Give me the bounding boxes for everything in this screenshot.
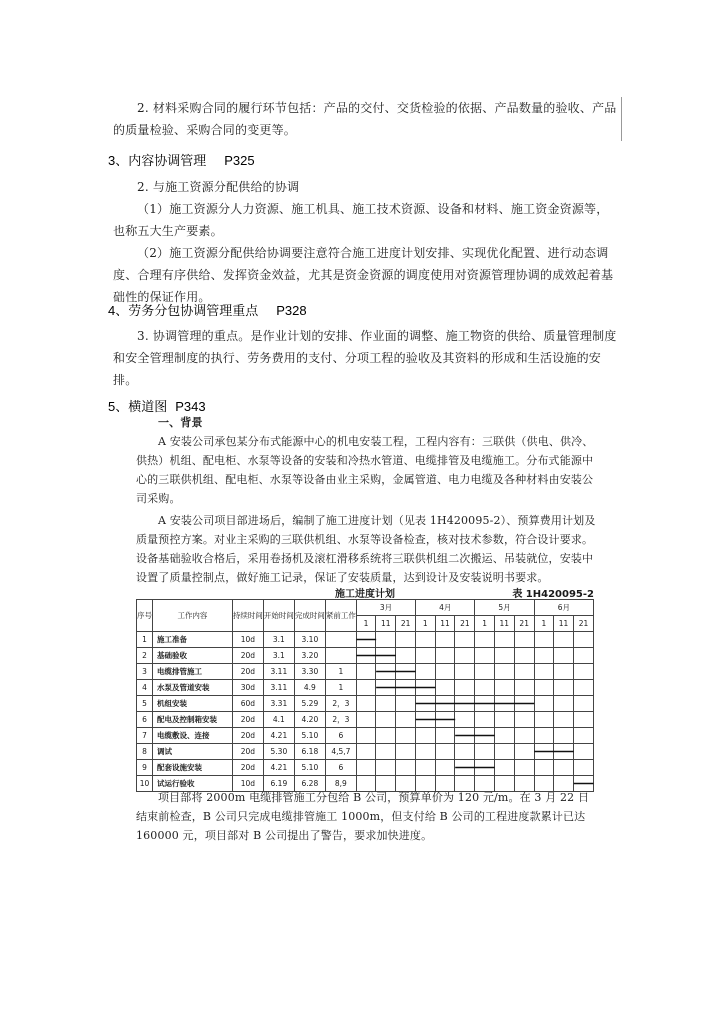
gantt-row bbox=[137, 680, 594, 696]
timeline-cell bbox=[455, 712, 475, 728]
timeline-cell bbox=[435, 744, 455, 760]
timeline-cell bbox=[475, 632, 494, 648]
timeline-cell bbox=[534, 664, 553, 680]
timeline-cell bbox=[573, 712, 593, 728]
timeline-cell bbox=[435, 648, 455, 664]
timeline-cell bbox=[494, 648, 514, 664]
timeline-cell bbox=[416, 712, 435, 728]
row-predecessor: 8,9 bbox=[325, 776, 356, 792]
labor-coordination-paragraph: 3. 协调管理的重点。是作业计划的安排、作业面的调整、施工物资的供给、质量管理制度和安全管理制度的执行、劳务费用的支付、分项工程的验收及其资料的形成和生活设施的安排。 bbox=[113, 329, 617, 387]
row-start: 6.19 bbox=[263, 776, 294, 792]
timeline-cell bbox=[396, 632, 416, 648]
resource-coordination-item-2: （2）施工资源分配供给协调要注意符合施工进度计划安排、实现优化配置、进行动态调度、合理有序供给、发挥资金效益，尤其是资金资源的调度使用对资源管理协调的成效起着基础性的保证作用。 bbox=[113, 246, 614, 304]
gantt-header bbox=[137, 600, 594, 632]
gantt-row bbox=[137, 712, 594, 728]
timeline-cell bbox=[455, 744, 475, 760]
timeline-cell bbox=[455, 728, 475, 744]
timeline-cell bbox=[554, 712, 574, 728]
timeline-cell bbox=[573, 648, 593, 664]
timeline-cell bbox=[396, 664, 416, 680]
gantt-row bbox=[137, 760, 594, 776]
row-start: 4.21 bbox=[263, 760, 294, 776]
timeline-cell bbox=[455, 680, 475, 696]
row-number: 6 bbox=[137, 712, 153, 728]
timeline-cell bbox=[376, 648, 396, 664]
timeline-cell bbox=[494, 664, 514, 680]
timeline-cell bbox=[534, 744, 553, 760]
row-task: 水泵及管道安装 bbox=[153, 680, 233, 696]
row-finish: 3.30 bbox=[294, 664, 325, 680]
row-finish: 5.10 bbox=[294, 760, 325, 776]
timeline-cell bbox=[534, 760, 553, 776]
timeline-cell bbox=[396, 744, 416, 760]
header-day: 21 bbox=[455, 616, 475, 632]
row-start: 5.30 bbox=[263, 744, 294, 760]
timeline-cell bbox=[376, 696, 396, 712]
header-day: 1 bbox=[475, 616, 494, 632]
timeline-cell bbox=[514, 632, 534, 648]
header-day: 21 bbox=[396, 616, 416, 632]
row-predecessor: 4,5,7 bbox=[325, 744, 356, 760]
section-3-heading bbox=[108, 150, 255, 169]
row-start: 3.31 bbox=[263, 696, 294, 712]
timeline-cell bbox=[534, 712, 553, 728]
header-day: 1 bbox=[416, 616, 435, 632]
resource-coordination-block bbox=[113, 176, 618, 308]
header-start: 开始时间 bbox=[263, 600, 294, 632]
section-4-heading bbox=[108, 300, 307, 319]
header-task: 工作内容 bbox=[153, 600, 233, 632]
header-month: 5月 bbox=[475, 600, 534, 616]
gantt-row bbox=[137, 632, 594, 648]
timeline-cell bbox=[356, 696, 375, 712]
timeline-cell bbox=[514, 648, 534, 664]
row-number: 4 bbox=[137, 680, 153, 696]
row-finish: 5.29 bbox=[294, 696, 325, 712]
timeline-cell bbox=[475, 696, 494, 712]
row-task: 基础验收 bbox=[153, 648, 233, 664]
row-number: 7 bbox=[137, 728, 153, 744]
row-task: 试运行验收 bbox=[153, 776, 233, 792]
timeline-cell bbox=[554, 728, 574, 744]
background-paragraph-2: A 安装公司项目部进场后，编制了施工进度计划（见表 1H420095-2）、预算费用计划及质量预控方案。对业主采购的三联供机组、水泵等设备检查，核对技术参数，符合设计要求。设备基础验收合格后，采用卷扬机及滚杠滑移系统将三联供机组二次搬运、吊装就位，安装中设置了质量控制点，做好施工记录，保证了安装质量，达到设计及安装说明书要求。 bbox=[136, 514, 596, 584]
timeline-cell bbox=[356, 744, 375, 760]
row-duration: 20d bbox=[232, 728, 263, 744]
timeline-cell bbox=[396, 728, 416, 744]
timeline-cell bbox=[475, 728, 494, 744]
header-day: 11 bbox=[494, 616, 514, 632]
row-duration: 20d bbox=[232, 712, 263, 728]
section-5-title: 5、横道图 bbox=[108, 399, 168, 414]
timeline-cell bbox=[475, 664, 494, 680]
row-number: 8 bbox=[137, 744, 153, 760]
gantt-row bbox=[137, 648, 594, 664]
timeline-cell bbox=[376, 744, 396, 760]
timeline-cell bbox=[376, 712, 396, 728]
row-start: 3.11 bbox=[263, 680, 294, 696]
row-task: 配套设施安装 bbox=[153, 760, 233, 776]
timeline-cell bbox=[554, 760, 574, 776]
timeline-cell bbox=[376, 728, 396, 744]
row-task: 配电及控制箱安装 bbox=[153, 712, 233, 728]
timeline-cell bbox=[494, 712, 514, 728]
timeline-cell bbox=[554, 664, 574, 680]
gantt-row bbox=[137, 728, 594, 744]
row-finish: 4.9 bbox=[294, 680, 325, 696]
timeline-cell bbox=[416, 728, 435, 744]
material-contract-paragraph: 2. 材料采购合同的履行环节包括：产品的交付、交货检验的依据、产品数量的验收、产品的质量检验、采购合同的变更等。 bbox=[113, 97, 622, 141]
timeline-cell bbox=[494, 744, 514, 760]
row-finish: 3.10 bbox=[294, 632, 325, 648]
timeline-cell bbox=[416, 744, 435, 760]
header-month: 3月 bbox=[356, 600, 415, 616]
resource-coordination-item-1: （1）施工资源分人力资源、施工机具、施工技术资源、设备和材料、施工资金资源等，也称五大生产要素。 bbox=[113, 202, 609, 238]
row-duration: 20d bbox=[232, 744, 263, 760]
row-task: 电缆敷设、连接 bbox=[153, 728, 233, 744]
row-number: 5 bbox=[137, 696, 153, 712]
timeline-cell bbox=[435, 632, 455, 648]
subcontract-paragraph: 项目部将 2000m 电缆排管施工分包给 B 公司，预算单价为 120 元/m。在 3 月 22 日结束前检查，B 公司只完成电缆排管施工 1000m，但支付给 B 公司的工程进度款累计已达 160000 元，项目部对 B 公司提出了警告，要求加快进度。 bbox=[136, 791, 590, 842]
header-predecessor: 紧前工作 bbox=[325, 600, 356, 632]
row-number: 1 bbox=[137, 632, 153, 648]
row-predecessor: 1 bbox=[325, 664, 356, 680]
row-start: 3.1 bbox=[263, 632, 294, 648]
section-3-title: 3、内容协调管理 bbox=[108, 153, 207, 168]
timeline-cell bbox=[494, 696, 514, 712]
timeline-cell bbox=[356, 632, 375, 648]
row-finish: 6.28 bbox=[294, 776, 325, 792]
row-start: 4.1 bbox=[263, 712, 294, 728]
timeline-cell bbox=[514, 712, 534, 728]
row-finish: 4.20 bbox=[294, 712, 325, 728]
timeline-cell bbox=[554, 680, 574, 696]
timeline-cell bbox=[396, 648, 416, 664]
timeline-cell bbox=[455, 632, 475, 648]
section-4-page-ref: P328 bbox=[276, 303, 307, 318]
row-task: 调试 bbox=[153, 744, 233, 760]
timeline-cell bbox=[356, 664, 375, 680]
header-day: 21 bbox=[514, 616, 534, 632]
row-duration: 20d bbox=[232, 664, 263, 680]
row-predecessor bbox=[325, 648, 356, 664]
header-day: 11 bbox=[554, 616, 574, 632]
timeline-cell bbox=[435, 712, 455, 728]
resource-coordination-title: 2. 与施工资源分配供给的协调 bbox=[137, 180, 300, 194]
row-start: 3.11 bbox=[263, 664, 294, 680]
section-3-page-ref: P325 bbox=[224, 153, 255, 168]
timeline-cell bbox=[494, 728, 514, 744]
timeline-cell bbox=[416, 664, 435, 680]
row-finish: 6.18 bbox=[294, 744, 325, 760]
case-background-block bbox=[136, 413, 596, 587]
timeline-cell bbox=[435, 760, 455, 776]
row-duration: 30d bbox=[232, 680, 263, 696]
timeline-cell bbox=[396, 696, 416, 712]
timeline-cell bbox=[573, 760, 593, 776]
timeline-cell bbox=[475, 648, 494, 664]
timeline-cell bbox=[494, 760, 514, 776]
header-day: 11 bbox=[376, 616, 396, 632]
row-number: 3 bbox=[137, 664, 153, 680]
timeline-cell bbox=[416, 760, 435, 776]
timeline-cell bbox=[573, 744, 593, 760]
header-day: 11 bbox=[435, 616, 455, 632]
header-day: 1 bbox=[534, 616, 553, 632]
timeline-cell bbox=[554, 648, 574, 664]
timeline-cell bbox=[416, 632, 435, 648]
timeline-cell bbox=[396, 680, 416, 696]
timeline-cell bbox=[534, 696, 553, 712]
header-finish: 完成时间 bbox=[294, 600, 325, 632]
timeline-cell bbox=[514, 696, 534, 712]
timeline-cell bbox=[376, 680, 396, 696]
header-month: 4月 bbox=[416, 600, 475, 616]
row-predecessor bbox=[325, 632, 356, 648]
timeline-cell bbox=[514, 728, 534, 744]
timeline-cell bbox=[554, 632, 574, 648]
timeline-cell bbox=[396, 760, 416, 776]
background-paragraph-1: A 安装公司承包某分布式能源中心的机电安装工程，工程内容有：三联供（供电、供冷、供热）机组、配电柜、水泵等设备的安装和冷热水管道、电缆排管及电缆施工。分布式能源中心的三联供机组、配电柜、水泵等设备由业主采购，金属管道、电力电缆及各种材料由安装公司采购。 bbox=[136, 435, 594, 505]
row-predecessor: 6 bbox=[325, 728, 356, 744]
timeline-cell bbox=[356, 712, 375, 728]
timeline-cell bbox=[534, 728, 553, 744]
background-heading: 一、背景 bbox=[158, 416, 203, 429]
timeline-cell bbox=[514, 744, 534, 760]
gantt-row bbox=[137, 664, 594, 680]
gantt-table-id: 表 1H420095-2 bbox=[512, 589, 594, 600]
row-number: 10 bbox=[137, 776, 153, 792]
timeline-cell bbox=[573, 696, 593, 712]
header-month: 6月 bbox=[534, 600, 593, 616]
timeline-cell bbox=[416, 680, 435, 696]
timeline-cell bbox=[534, 632, 553, 648]
timeline-cell bbox=[435, 696, 455, 712]
timeline-cell bbox=[514, 664, 534, 680]
timeline-cell bbox=[376, 760, 396, 776]
header-day: 1 bbox=[356, 616, 375, 632]
timeline-cell bbox=[455, 760, 475, 776]
row-start: 4.21 bbox=[263, 728, 294, 744]
timeline-cell bbox=[475, 712, 494, 728]
header-no: 序号 bbox=[137, 600, 153, 632]
timeline-cell bbox=[494, 632, 514, 648]
gantt-title-row bbox=[130, 585, 600, 599]
timeline-cell bbox=[416, 648, 435, 664]
timeline-cell bbox=[514, 760, 534, 776]
gantt-row bbox=[137, 744, 594, 760]
row-finish: 5.10 bbox=[294, 728, 325, 744]
timeline-cell bbox=[435, 680, 455, 696]
timeline-cell bbox=[534, 680, 553, 696]
row-duration: 20d bbox=[232, 760, 263, 776]
section-5-page-ref: P343 bbox=[175, 399, 206, 414]
timeline-cell bbox=[475, 744, 494, 760]
timeline-cell bbox=[435, 728, 455, 744]
row-duration: 60d bbox=[232, 696, 263, 712]
row-predecessor: 2，3 bbox=[325, 712, 356, 728]
timeline-cell bbox=[435, 664, 455, 680]
row-finish: 3.20 bbox=[294, 648, 325, 664]
gantt-body bbox=[137, 632, 594, 792]
timeline-cell bbox=[475, 760, 494, 776]
header-day: 21 bbox=[573, 616, 593, 632]
row-duration: 10d bbox=[232, 632, 263, 648]
timeline-cell bbox=[376, 632, 396, 648]
timeline-cell bbox=[573, 664, 593, 680]
timeline-cell bbox=[416, 696, 435, 712]
timeline-cell bbox=[356, 648, 375, 664]
timeline-cell bbox=[554, 696, 574, 712]
row-number: 2 bbox=[137, 648, 153, 664]
gantt-title: 施工进度计划 bbox=[335, 589, 395, 600]
row-predecessor: 6 bbox=[325, 760, 356, 776]
timeline-cell bbox=[573, 632, 593, 648]
header-duration: 持续时间 bbox=[232, 600, 263, 632]
timeline-cell bbox=[455, 664, 475, 680]
timeline-cell bbox=[494, 680, 514, 696]
row-task: 施工准备 bbox=[153, 632, 233, 648]
timeline-cell bbox=[514, 680, 534, 696]
timeline-cell bbox=[396, 712, 416, 728]
row-predecessor: 1 bbox=[325, 680, 356, 696]
row-task: 电缆排管施工 bbox=[153, 664, 233, 680]
timeline-cell bbox=[554, 744, 574, 760]
row-number: 9 bbox=[137, 760, 153, 776]
row-duration: 20d bbox=[232, 648, 263, 664]
timeline-cell bbox=[376, 664, 396, 680]
row-predecessor: 2，3 bbox=[325, 696, 356, 712]
row-task: 机组安装 bbox=[153, 696, 233, 712]
timeline-cell bbox=[475, 680, 494, 696]
timeline-cell bbox=[356, 680, 375, 696]
timeline-cell bbox=[573, 728, 593, 744]
timeline-cell bbox=[534, 648, 553, 664]
section-4-title: 4、劳务分包协调管理重点 bbox=[108, 303, 259, 318]
gantt-table bbox=[136, 599, 594, 792]
gantt-row bbox=[137, 696, 594, 712]
timeline-cell bbox=[356, 728, 375, 744]
timeline-cell bbox=[455, 696, 475, 712]
row-start: 3.1 bbox=[263, 648, 294, 664]
timeline-cell bbox=[573, 680, 593, 696]
timeline-cell bbox=[455, 648, 475, 664]
row-duration: 10d bbox=[232, 776, 263, 792]
timeline-cell bbox=[356, 760, 375, 776]
